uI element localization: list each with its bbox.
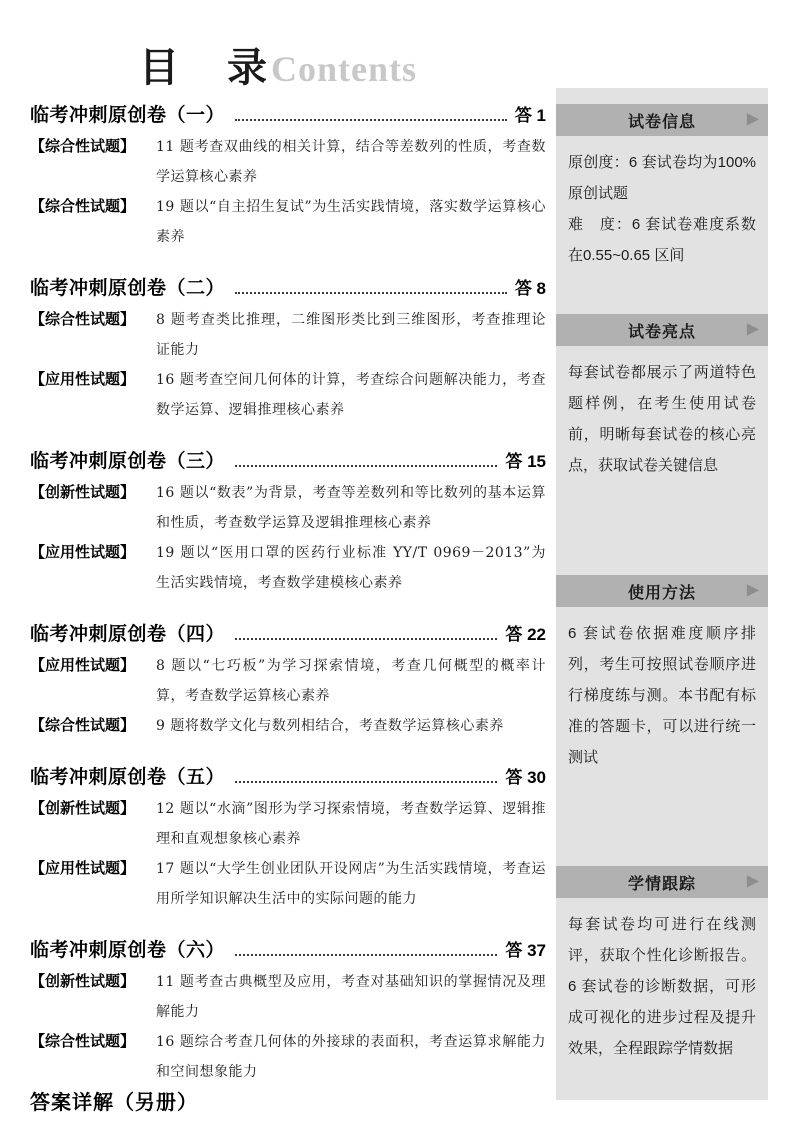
- sidebar-box: [556, 104, 768, 271]
- item-category-label: 【综合性试题】: [30, 1033, 136, 1050]
- item-description: 19 题以“医用口罩的医药行业标准 YY/T 0969－2013”为生活实践情境，考查数学建模核心素养: [156, 545, 546, 591]
- toc-item: [30, 478, 546, 538]
- sidebar-box-body: [556, 616, 768, 773]
- dotted-leader: [235, 280, 507, 294]
- toc-item: [30, 967, 546, 1027]
- toc-section-title: 临考冲刺原创卷（五）: [30, 767, 226, 788]
- sidebar-box-title: 使用方法: [627, 584, 696, 602]
- dotted-leader: [235, 942, 497, 956]
- sidebar-box-header: [556, 314, 768, 346]
- toc-item: [30, 651, 546, 711]
- item-category-label: 【应用性试题】: [30, 657, 136, 674]
- sidebar-box-header: [556, 866, 768, 898]
- footer-title: 答案详解（另册）: [30, 1092, 198, 1114]
- item-category-label: 【综合性试题】: [30, 198, 136, 215]
- toc-item: [30, 192, 546, 252]
- item-description: 9 题将数学文化与数列相结合，考查数学运算核心素养: [156, 718, 504, 734]
- toc-section: [30, 446, 546, 598]
- sidebar-box: [556, 314, 768, 481]
- toc-page-number: 答 15: [505, 452, 546, 471]
- item-category-label: 【应用性试题】: [30, 371, 136, 388]
- sidebar-box-text: 原创度：6 套试卷均为100%原创试题: [568, 154, 756, 202]
- arrow-right-icon: ▶: [746, 872, 759, 890]
- toc-page-number: 答 30: [505, 768, 546, 787]
- dotted-leader: [235, 626, 497, 640]
- item-category-label: 【综合性试题】: [30, 717, 136, 734]
- toc-page-number: 答 1: [514, 106, 546, 125]
- toc-page-number: 答 8: [514, 279, 546, 298]
- sidebar-box-body: [556, 355, 768, 481]
- item-category-label: 【创新性试题】: [30, 973, 136, 990]
- item-category-label: 【应用性试题】: [30, 544, 136, 561]
- arrow-right-icon: ▶: [746, 110, 759, 128]
- sidebar-box-text: 每套试卷都展示了两道特色题样例，在考生使用试卷前，明晰每套试卷的核心亮点，获取试卷关键信息: [568, 364, 756, 474]
- toc-item: [30, 305, 546, 365]
- toc-main: [30, 100, 546, 1108]
- toc-item: [30, 538, 546, 598]
- item-category-label: 【创新性试题】: [30, 484, 136, 501]
- sidebar-box-text: 每套试卷均可进行在线测评，获取个性化诊断报告。6 套试卷的诊断数据，可形成可视化的进步过程及提升效果，全程跟踪学情数据: [568, 916, 756, 1057]
- dotted-leader: [235, 453, 497, 467]
- item-description: 17 题以“大学生创业团队开设网店”为生活实践情境，考查运用所学知识解决生活中的实际问题的能力: [156, 861, 546, 907]
- toc-section-title: 临考冲刺原创卷（六）: [30, 940, 226, 961]
- toc-item: [30, 132, 546, 192]
- toc-section-title: 临考冲刺原创卷（三）: [30, 451, 226, 472]
- toc-section: [30, 935, 546, 1087]
- page-title: [0, 36, 556, 93]
- item-description: 8 题以“七巧板”为学习探索情境，考查几何概型的概率计算，考查数学运算核心素养: [156, 658, 546, 704]
- toc-section: [30, 762, 546, 914]
- sidebar-box-text: 难 度：6 套试卷难度系数在0.55~0.65 区间: [568, 216, 756, 264]
- toc-section-row: [30, 619, 546, 646]
- toc-item: [30, 794, 546, 854]
- toc-item: [30, 1027, 546, 1087]
- arrow-right-icon: ▶: [746, 320, 759, 338]
- page-title-en: Contents: [270, 49, 417, 89]
- item-description: 16 题以“数表”为背景，考查等差数列和等比数列的基本运算和性质，考查数学运算及逻辑推理核心素养: [156, 485, 546, 531]
- toc-page-number: 答 22: [505, 625, 546, 644]
- item-description: 16 题考查空间几何体的计算，考查综合问题解决能力，考查数学运算、逻辑推理核心素养: [156, 372, 546, 418]
- item-description: 12 题以“水滴”图形为学习探索情境，考查数学运算、逻辑推理和直观想象核心素养: [156, 801, 546, 847]
- toc-section-title: 临考冲刺原创卷（一）: [30, 105, 226, 126]
- page-title-cn: 目 录: [138, 46, 271, 90]
- toc-page-number: 答 37: [505, 941, 546, 960]
- sidebar-box: [556, 575, 768, 773]
- sidebar-box-title: 试卷信息: [627, 113, 696, 131]
- item-description: 11 题考查双曲线的相关计算，结合等差数列的性质，考查数学运算核心素养: [156, 139, 546, 185]
- item-description: 19 题以“自主招生复试”为生活实践情境，落实数学运算核心素养: [156, 199, 546, 245]
- sidebar-box-body: [556, 145, 768, 271]
- toc-item: [30, 711, 546, 741]
- toc-section: [30, 100, 546, 252]
- sidebar-box-text: 6 套试卷依据难度顺序排列，考生可按照试卷顺序进行梯度练与测。本书配有标准的答题卡，可以进行统一测试: [568, 625, 756, 766]
- dotted-leader: [235, 769, 497, 783]
- item-description: 8 题考查类比推理，二维图形类比到三维图形，考查推理论证能力: [156, 312, 546, 358]
- toc-section-row: [30, 935, 546, 962]
- toc-section-title: 临考冲刺原创卷（二）: [30, 278, 226, 299]
- toc-section-row: [30, 273, 546, 300]
- sidebar-box: [556, 866, 768, 1064]
- item-description: 11 题考查古典概型及应用，考查对基础知识的掌握情况及理解能力: [156, 974, 546, 1020]
- sidebar-box-title: 试卷亮点: [627, 323, 696, 341]
- toc-item: [30, 854, 546, 914]
- toc-section-row: [30, 762, 546, 789]
- sidebar-box-title: 学情跟踪: [627, 875, 696, 893]
- sidebar-box-body: [556, 907, 768, 1064]
- dotted-leader: [235, 107, 507, 121]
- toc-section: [30, 273, 546, 425]
- arrow-right-icon: ▶: [746, 581, 759, 599]
- item-category-label: 【创新性试题】: [30, 800, 136, 817]
- item-category-label: 【综合性试题】: [30, 311, 136, 328]
- sidebar-box-header: [556, 104, 768, 136]
- item-category-label: 【应用性试题】: [30, 860, 136, 877]
- toc-item: [30, 365, 546, 425]
- toc-section-title: 临考冲刺原创卷（四）: [30, 624, 226, 645]
- sidebar: [556, 88, 768, 1100]
- toc-section: [30, 619, 546, 741]
- item-description: 16 题综合考查几何体的外接球的表面积，考查运算求解能力和空间想象能力: [156, 1034, 546, 1080]
- toc-section-row: [30, 446, 546, 473]
- item-category-label: 【综合性试题】: [30, 138, 136, 155]
- toc-section-row: [30, 100, 546, 127]
- sidebar-box-header: [556, 575, 768, 607]
